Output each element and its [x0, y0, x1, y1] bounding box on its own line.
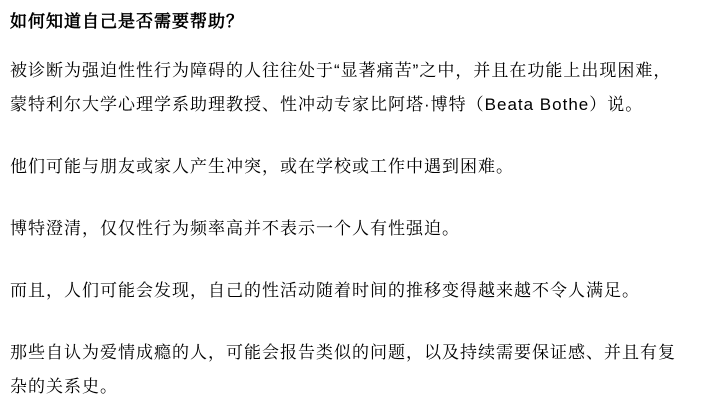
article-paragraph: 博特澄清，仅仅性行为频率高并不表示一个人有性强迫。 — [10, 219, 460, 238]
article-paragraph: 那些自认为爱情成瘾的人，可能会报告类似的问题，以及持续需要保证感、并且有复杂的关系史。 — [10, 343, 676, 396]
article-paragraph: 而且，人们可能会发现，自己的性活动随着时间的推移变得越来越不令人满足。 — [10, 281, 640, 300]
article-paragraph: 他们可能与朋友或家人产生冲突，或在学校或工作中遇到困难。 — [10, 157, 514, 176]
article-paragraph: 被诊断为强迫性性行为障碍的人往往处于“显著痛苦”之中，并且在功能上出现困难，蒙特利尔大学心理学系助理教授、性冲动专家比阿塔·博特（Beata Bothe）说。 — [10, 61, 672, 114]
article-heading: 如何知道自己是否需要帮助？ — [10, 12, 244, 31]
